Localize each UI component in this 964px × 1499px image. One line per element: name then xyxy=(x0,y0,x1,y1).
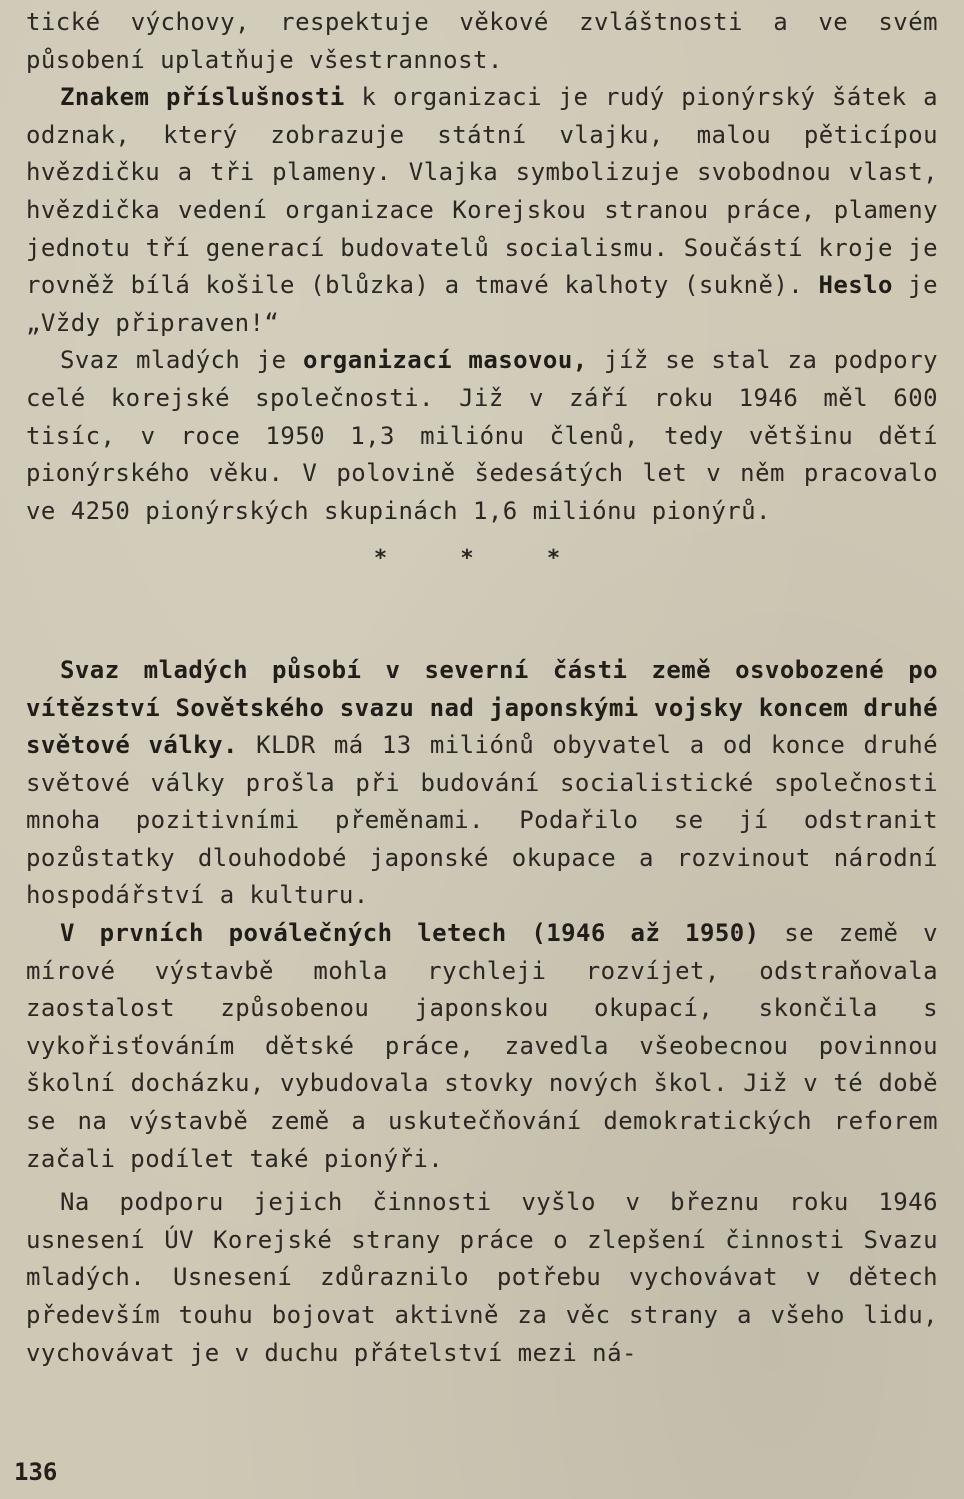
paragraph-resolution xyxy=(26,1184,938,1372)
body-text xyxy=(26,4,938,1372)
paragraph-text: KLDR má 13 miliónů obyvatel a od konce druhé světové války prošla při budování socialistické společnosti mnoha pozitivními přeměnami. Podařilo se jí odstranit pozůstatky dlouhodobé japonské okupace a rozvinout národní hospodářství a kulturu. xyxy=(26,731,938,910)
paragraph-text: se země v mírové výstavbě mohla rychleji rozvíjet, odstraňovala zaostalost způsobenou japonskou okupací, skončila s vykořisťováním dětské práce, zavedla všeobecnou povinnou školní docházku, vybudovala stovky nových škol. Již v té době se na výstavbě země a uskutečňování demokratických reforem začali podílet také pionýři. xyxy=(26,919,938,1173)
paragraph-text: Na podporu jejich činnosti vyšlo v březnu roku 1946 usnesení ÚV Korejské strany práce o zlepšení činnosti Svazu mladých. Usnesení zdůraznilo potřebu vychovávat v dětech především touhu bojovat aktivně za věc strany a všeho lidu, vychovávat je v duchu přátelství mezi ná- xyxy=(26,1188,938,1367)
paragraph-text: k organizaci je rudý pionýrský šátek a odznak, který zobrazuje státní vlajku, malou pěticípou hvězdičku a tři plameny. Vlajka symbolizuje svobodnou vlast, hvězdička vedení organizace Korejskou stranou práce, plameny jednotu tří generací budovatelů socialismu. Součástí kroje je rovněž bílá košile (blůzka) a tmavé kalhoty (sukně). xyxy=(26,83,938,300)
paragraph-membership-symbols xyxy=(26,79,938,342)
section-separator: * * * xyxy=(373,546,591,572)
paragraph-text: je „Vždy připraven!“ xyxy=(26,271,938,337)
paragraph-postwar-years xyxy=(26,915,938,1178)
page-number: 136 xyxy=(14,1458,58,1486)
paragraph-text: Svaz mladých je xyxy=(60,346,303,375)
paragraph-mass-organization xyxy=(26,342,938,530)
bold-phrase: Svaz mladých působí v severní části země osvobozené po vítězství Sovětského svazu nad japonskými vojsky koncem druhé světové války. xyxy=(26,655,938,760)
bold-phrase: Znakem příslušnosti xyxy=(60,83,345,112)
bold-phrase: Heslo xyxy=(818,271,893,300)
paragraph-continuation xyxy=(26,4,938,79)
paragraph-text: jíž se stal za podpory celé korejské společnosti. Již v září roku 1946 měl 600 tisíc, v roce 1950 1,3 miliónu členů, tedy většinu dětí pionýrského věku. V polovině šedesátých let v něm pracovalo ve 4250 pionýrských skupinách 1,6 miliónu pionýrů. xyxy=(26,346,938,525)
paragraph-text: tické výchovy, respektuje věkové zvláštnosti a ve svém působení uplatňuje všestrannost. xyxy=(26,8,938,74)
bold-phrase: organizací masovou, xyxy=(303,346,588,375)
bold-phrase: V prvních poválečných letech (1946 až 1950) xyxy=(60,919,760,948)
paragraph-liberation xyxy=(26,652,938,915)
